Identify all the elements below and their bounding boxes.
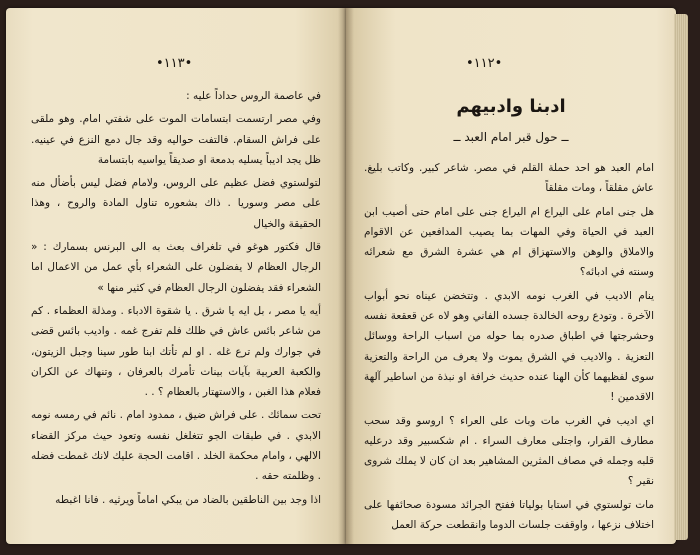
paragraph: اذا وجد بين الناطقين بالضاد من يبكي اماماً ويرثيه . فانا اغبطه [55, 493, 321, 506]
paragraph: في عاصمة الروس حداداً عليه : [186, 90, 321, 102]
book-spread [6, 8, 686, 546]
right-page [346, 8, 676, 544]
left-page-number: •١١٣• [156, 56, 193, 71]
page-edges [674, 14, 688, 540]
book-gutter [338, 8, 354, 544]
paragraph: لتولستوي فضل عظيم على الروس، ولامام فضل ليس بأضأل منه على مصر وسوريا . ذاك بشعوره تناول المادة والروح ، وهذا الحقيقة والخيال [31, 177, 321, 230]
paragraph: اي اديب في الغرب مات وبات على العراء ؟ اروسو وقد سحب مطارف القرار، واجتلى معارف السراء . ام شكسبير وقد درعليه قلبه وجمله في مصاف المثرين المشاهير بعد ان كان لا يملك شروى نقير ؟ [364, 414, 654, 488]
left-page-body [31, 86, 321, 513]
paragraph: مات تولستوي في استابا بولياتا ففتح الجرائد مسودة صحائفها على اختلاف نزعها ، واوقفت جلسات الدوما وانقطعت حركة العمل [364, 498, 654, 532]
paragraph: امام العبد هو احد حملة القلم في مصر. شاعر كبير. وكاتب بليغ. عاش مقلقاً ، ومات مقلقاً [364, 162, 654, 195]
paragraph: وفي مصر ارتسمت ابتسامات الموت على شفتي امام. وهو ملقى على فراش السقام. فالتفت حواليه وقد جال دمع النزع في عينيه. ظل يجد اديباً يسليه بدمعة او صديقاً يواسيه بابتسامة [31, 113, 321, 166]
paragraph: قال فكتور هوغو في تلغراف بعث به الى البرنس بسمارك : « الرجال العظام لا يفضلون على الشعراء بأي عمل من الاعمال اما الشعراء فقد يفضلون الرجال العظام في كثير منها » [31, 241, 321, 294]
paragraph: تحت سمائك . على فراش ضيق ، ممدود امام . نائم في رمسه نومه الابدي . في طبقات الجو تتغلغل نفسه وتعود حيث مركز القضاء الالهي ، وامام محكمة الخلد . اقامت الحجة عليك لانك غمطت فضله . وظلمته حقه . [31, 409, 321, 483]
chapter-subtitle: ــ حول قبر امام العبد ــ [453, 130, 569, 144]
right-page-body [364, 158, 654, 538]
paragraph: ينام الاديب في الغرب نومه الابدي . وتتخضن عيناه نحو أبواب الآخرة . وتودع روحه الخالدة جسده الفاني وهو لاه عن قعقعة نفسه وحشرجتها في اطباق صدره بما حوله من اسباب الراحة ووسائل التعزية . والاديب في الشرق يموت ولا يعرف من الراحة والتعزية سوى لفظيهما كأن الهنا عنده حديث خرافة او نبذة من اساطير آلهة الاقدمين ! [364, 289, 654, 404]
chapter-title: ادبنا وادبيهم [456, 96, 566, 117]
paragraph: هل جنى امام على اليراع ام اليراع جنى على امام حتى أصيب ابن العبد في الحياة وفي المهات بما يصيب المدافعين عن الاقوام والاملاق والوهن والاستهزاق ام هي عشرة الشرق مع شعرائه وسنته في ادبائه؟ [364, 205, 654, 279]
left-page [6, 8, 346, 544]
paragraph: أيه يا مصر ، بل ايه يا شرق . يا شقوة الادباء . ومذلة العظماء . كم من شاعر بائس عاش في ظلك فلم تفرج غمه . واديب بائس قضى في جوارك ولم ترع غله . او لم تأتك ابنا طور سينا وجبل الزيتون، والكعبة العربية بآيات بينات تأمرك بالعرفان ، وتنهاك عن الكران فعلام هذا الغبن ، والاستهتار بالعظام ؟ . . [31, 304, 321, 399]
right-page-number: •١١٢• [466, 56, 503, 71]
